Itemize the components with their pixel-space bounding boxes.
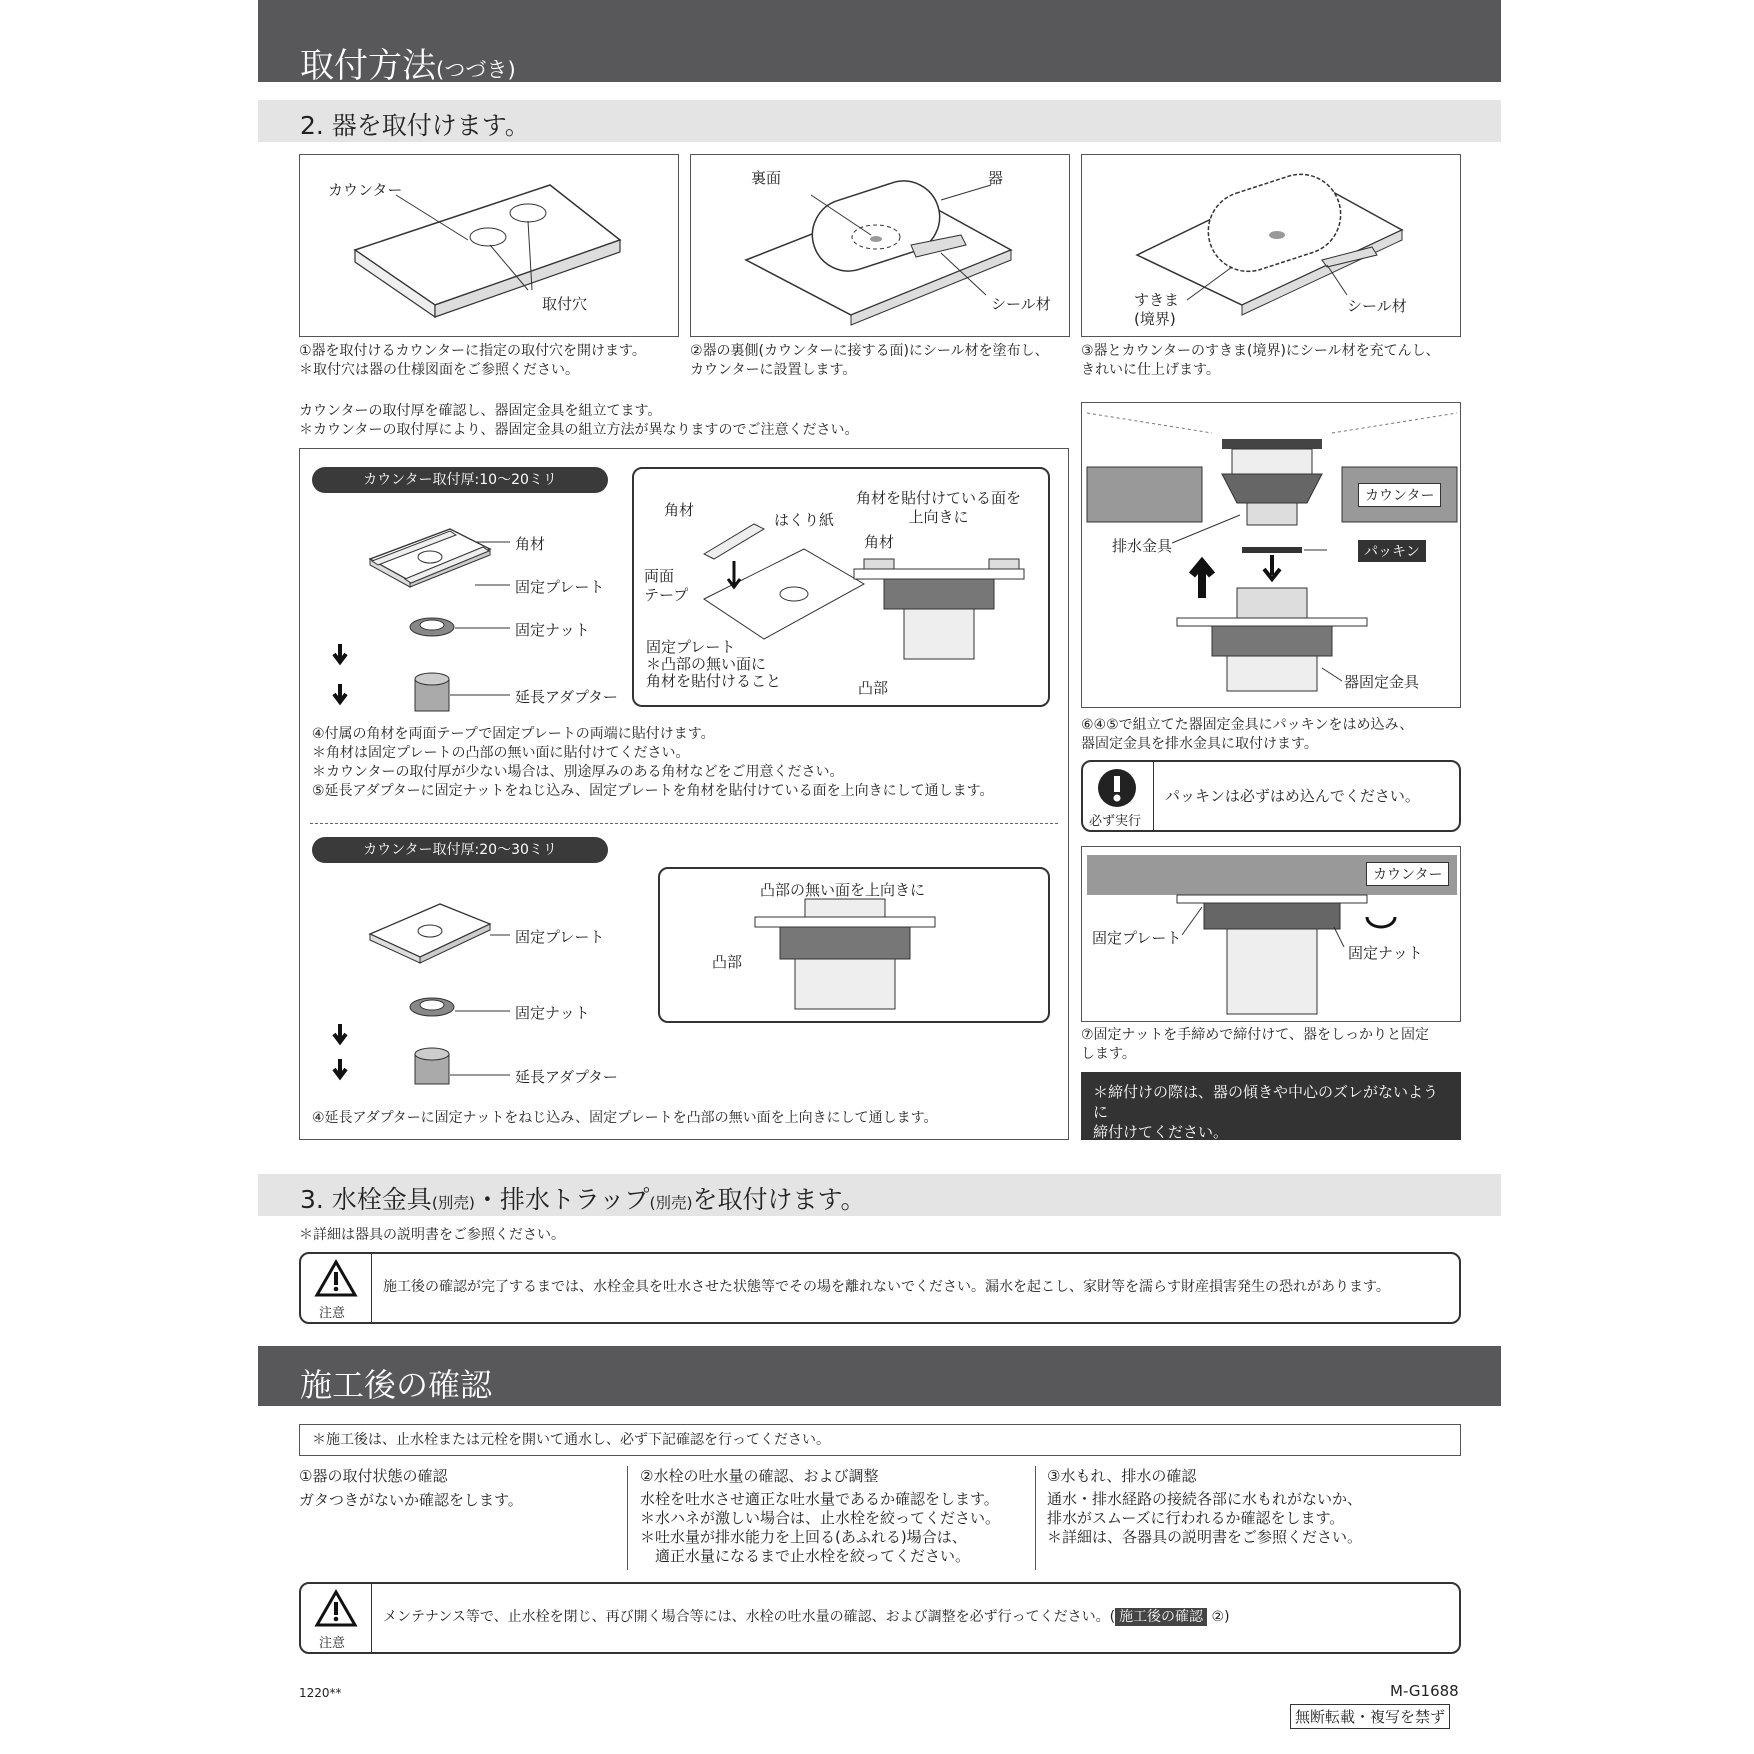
thin-pill: カウンター取付厚:10～20ミリ <box>312 467 608 493</box>
step2-heading: 2. 器を取付けます。 <box>258 100 1501 142</box>
thick-leader-lines <box>300 449 1070 1141</box>
must-box <box>1081 760 1461 832</box>
assembly-box <box>299 448 1069 1140</box>
must-text: パッキンは必ずはめ込んでください。 <box>1165 787 1420 805</box>
must-badge: 必ず実行 <box>1089 814 1142 829</box>
label-back: 裏面 <box>751 169 782 187</box>
after-caution-ref: 施工後の確認 <box>1115 1608 1207 1626</box>
after-col3-body: 通水・排水経路の接続各部に水もれがないか、 排水がスムーズに行われるか確認をします。 ＊詳細は、各器具の説明書をご参照ください。 <box>1047 1490 1363 1546</box>
thick-label-nut: 固定ナット <box>515 1004 590 1022</box>
thick-notes: ④延長アダプターに固定ナットをねじ込み、固定プレートを凸部の無い面を上向きにして通します。 <box>312 1110 938 1126</box>
callout-paper: はくり紙 <box>774 511 835 529</box>
after-caution-line <box>383 1608 1230 1627</box>
caution-divider <box>371 1254 372 1322</box>
after-col2-body: 水栓を吐水させ適正な吐水量であるか確認をします。 ＊水ハネが激しい場合は、止水栓を絞ってください。 ＊吐水量が排水能力を上回る(あふれる)場合は、 適正水量になるまで止水栓を絞ってください。 <box>640 1490 1001 1565</box>
panel-3-caption: ③器とカウンターのすきま(境界)にシール材を充てんし、 きれいに仕上げます。 <box>1081 343 1440 378</box>
must-divider <box>1153 762 1154 830</box>
label-seal: シール材 <box>1347 297 1407 315</box>
footer-code-left: 1220** <box>299 1686 342 1700</box>
after-col3-title: ③水もれ、排水の確認 <box>1047 1467 1197 1485</box>
thin-notes: ④付属の角材を両面テープで固定プレートの両端に貼付けます。 ＊角材は固定プレートの凸部の無い面に貼付けてください。 ＊カウンターの取付厚が少ない場合は、別途厚みのある角材などをご用意ください。 ⑤延長アダプターに固定ナットをねじ込み、固定プレートを角材を貼付けている面を上向きにして通します。 <box>312 726 994 799</box>
thin-label-nut: 固定ナット <box>515 621 590 639</box>
page-title: 取付方法(つづき) <box>300 46 516 86</box>
after-col2-title: ②水栓の吐水量の確認、および調整 <box>640 1467 879 1485</box>
thin-label-block: 角材 <box>515 535 546 553</box>
drain-label-packing: パッキン <box>1358 540 1426 562</box>
step3-caution-text: 施工後の確認が完了するまでは、水栓金具を吐水させた状態等でその場を離れないでください。漏水を起こし、家財等を濡らす財産損害発生の恐れがあります。 <box>383 1279 1390 1295</box>
panel-1-caption: ①器を取付けるカウンターに指定の取付穴を開けます。 ＊取付穴は器の仕様図面をご参照ください。 <box>299 343 646 378</box>
col-divider-1 <box>627 1466 628 1570</box>
thick-label-adapter: 延長アダプター <box>515 1068 618 1086</box>
panel-1 <box>299 154 679 337</box>
after-caution-ref-num: ② <box>1211 1609 1225 1625</box>
step3-note: ＊詳細は器具の説明書をご参照ください。 <box>299 1227 565 1243</box>
assembly-intro: カウンターの取付厚を確認し、器固定金具を組立てます。 ＊カウンターの取付厚により、器固定金具の組立方法が異なりますのでご注意ください。 <box>299 403 859 438</box>
after-col1-title: ①器の取付状態の確認 <box>299 1467 448 1485</box>
label-counter: カウンター <box>328 181 403 199</box>
after-header: 施工後の確認 <box>258 1346 1501 1406</box>
thick-callout-face-up: 凸部の無い面を上向きに <box>760 881 926 899</box>
panel-2 <box>690 154 1070 337</box>
label-hole: 取付穴 <box>542 295 588 313</box>
step3-heading: 3. 水栓金具(別売)・排水トラップ(別売)を取付けます。 <box>258 1174 1501 1216</box>
panel-2-caption: ②器の裏側(カウンターに接する面)にシール材を塗布し、 カウンターに設置します。 <box>690 343 1049 378</box>
warning-triangle-icon <box>315 1260 357 1298</box>
nut-label-counter: カウンター <box>1366 862 1449 886</box>
thick-label-plate: 固定プレート <box>515 928 605 946</box>
after-caution <box>299 1582 1461 1654</box>
col-divider-2 <box>1035 1466 1036 1570</box>
thick-pill: カウンター取付厚:20～30ミリ <box>312 837 608 863</box>
after-note: ＊施工後は、止水栓または元栓を開いて通水し、必ず下記確認を行ってください。 <box>299 1424 1461 1456</box>
page-header <box>258 0 1501 86</box>
label-bowl: 器 <box>988 169 1004 187</box>
callout-convex: 凸部 <box>858 679 889 697</box>
label-gap: すきま (境界) <box>1134 291 1180 328</box>
after-caution-text: メンテナンス等で、止水栓を閉じ、再び開く場合等には、水栓の吐水量の確認、および調整を必ず行ってください。( <box>383 1609 1116 1625</box>
after-caution-badge: 注意 <box>319 1636 346 1651</box>
nut-label-plate: 固定プレート <box>1092 929 1182 947</box>
step3-caution <box>299 1252 1461 1324</box>
nut-label-nut: 固定ナット <box>1348 944 1423 962</box>
exclamation-icon <box>1097 768 1137 808</box>
tighten-warning: ＊締付けの際は、器の傾きや中心のズレがないように 締付けてください。 <box>1081 1072 1461 1140</box>
callout-block: 角材 <box>664 501 695 519</box>
nut-caption: ⑦固定ナットを手締めで締付けて、器をしっかりと固定 します。 <box>1081 1027 1429 1062</box>
drain-label-drain: 排水金具 <box>1112 537 1173 555</box>
panel-3 <box>1081 154 1461 337</box>
callout-tape: 両面 テープ <box>644 567 689 604</box>
after-caution-close: ) <box>1224 1609 1230 1625</box>
thick-callout-convex: 凸部 <box>712 953 743 971</box>
footer-stamp: 無断転載・複写を禁ず <box>1290 1704 1450 1729</box>
warning-triangle-icon <box>315 1590 357 1628</box>
after-col1-body: ガタつきがないか確認をします。 <box>299 1491 523 1509</box>
thick-section-illustration <box>755 899 935 1019</box>
caution-divider <box>371 1584 372 1652</box>
thick-callout <box>658 867 1050 1023</box>
step3-caution-badge: 注意 <box>319 1306 346 1321</box>
thin-label-adapter: 延長アダプター <box>515 688 618 706</box>
callout-plate-note: 固定プレート ＊凸部の無い面に 角材を貼付けること <box>646 638 782 690</box>
drain-label-fixture: 器固定金具 <box>1344 673 1420 691</box>
drain-caption: ⑥④⑤で組立てた器固定金具にパッキンをはめ込み、 器固定金具を排水金具に取付けます。 <box>1081 717 1414 752</box>
drain-panel <box>1081 402 1461 708</box>
footer-code-right: M-G1688 <box>1390 1682 1459 1700</box>
label-seal: シール材 <box>991 295 1051 313</box>
callout-block2: 角材 <box>864 533 895 551</box>
thin-label-plate: 固定プレート <box>515 578 605 596</box>
callout-face-up: 角材を貼付けている面を 上向きに <box>856 489 1022 526</box>
nut-panel <box>1081 846 1461 1022</box>
drain-label-counter: カウンター <box>1358 483 1441 507</box>
